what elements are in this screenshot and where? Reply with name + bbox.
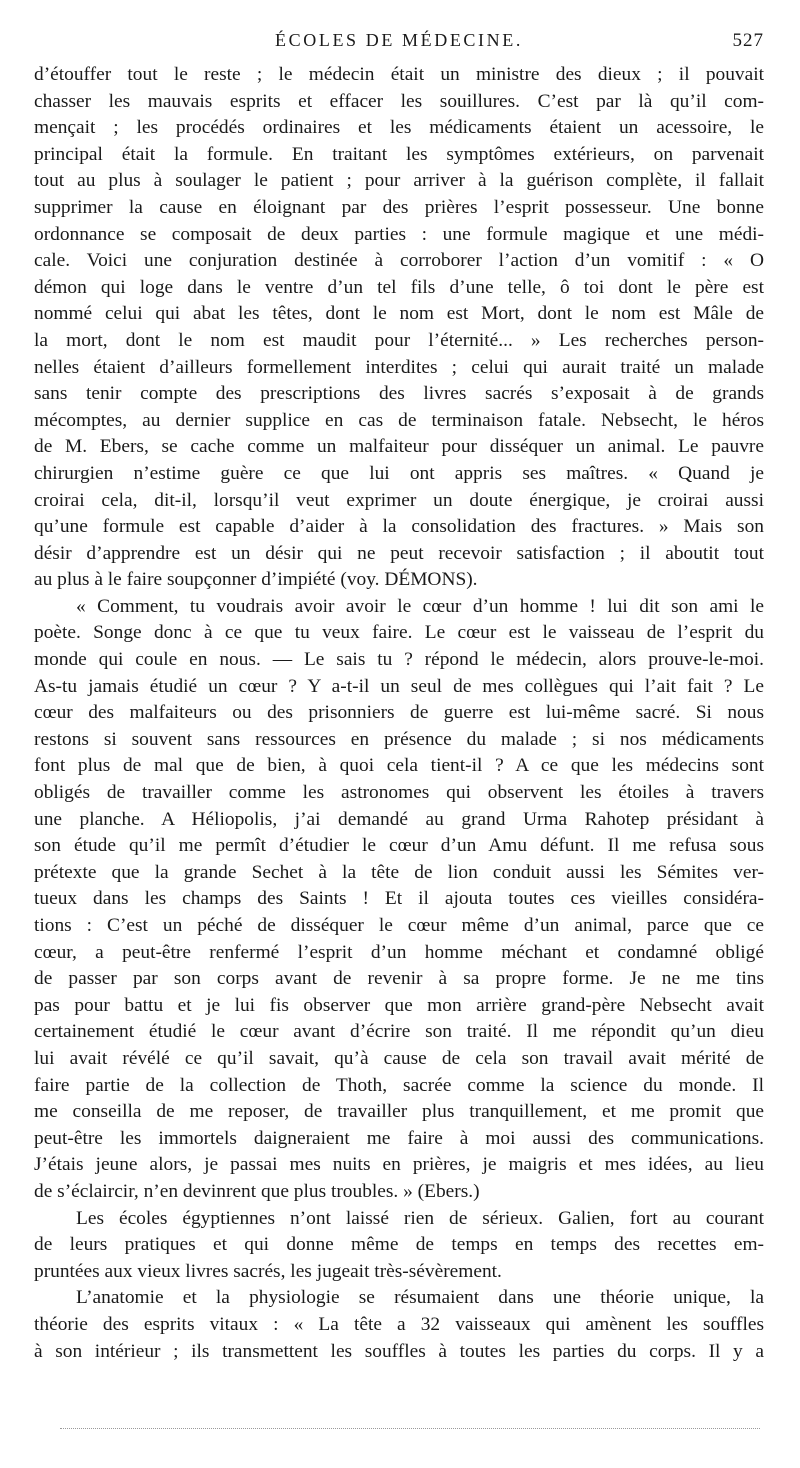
text-line: faire partie de la collection de Thoth, sacrée comme la science du monde. Il	[34, 1074, 764, 1096]
text-line: sans tenir compte des prescriptions des livres sacrés s’exposait à de grands	[34, 383, 764, 405]
text-line: Les écoles égyptiennes n’ont laissé rien de sérieux. Galien, fort au courant	[76, 1207, 764, 1229]
text-line: cale. Voici une conjuration destinée à corroborer l’action d’un vomitif : « O	[34, 250, 764, 272]
text-line: chasser les mauvais esprits et effacer les souillures. C’est par là qu’il com-	[34, 90, 764, 112]
text-line: théorie des esprits vitaux : « La tête a 32 vaisseaux qui amènent les souffles	[34, 1313, 764, 1335]
text-line: la mort, dont le nom est maudit pour l’éternité... » Les recherches person-	[34, 329, 764, 351]
text-line: monde qui coule en nous. — Le sais tu ? répond le médecin, alors prouve-le-moi.	[34, 649, 764, 671]
text-line: font plus de mal que de bien, à quoi cela tient-il ? A ce que les médecins sont	[34, 755, 764, 777]
text-line: une planche. A Héliopolis, j’ai demandé au grand Urma Rahotep présidant à	[34, 808, 764, 830]
text-line: tions : C’est un péché de disséquer le cœur même d’un animal, parce que ce	[34, 915, 764, 936]
text-line: tueux dans les champs des Saints ! Et il ajouta toutes ces vieilles considéra-	[34, 888, 764, 910]
text-line: restons si souvent sans ressources en présence du malade ; si nos médicaments	[34, 728, 764, 750]
text-line: me conseilla de me reposer, de travailler plus tranquillement, et me promit que	[34, 1101, 764, 1123]
text-line: qu’une formule est capable d’aider à la consolidation des fractures. » Mais son	[34, 516, 764, 538]
text-line: ordonnance se composait de deux parties : une formule magique et une médi-	[34, 223, 764, 245]
running-title: ÉCOLES DE MÉDECINE.	[275, 30, 523, 50]
text-line: chirurgien n’estime guère ce que lui ont appris ses maîtres. « Quand je	[34, 462, 764, 484]
text-line: lui avait révélé ce qu’il savait, qu’à cause de cela son travail avait mérité de	[34, 1047, 764, 1069]
footer-dotted-rule	[60, 1428, 760, 1429]
text-line: de s’éclaircir, n’en devinrent que plus troubles. » (Ebers.)	[34, 1180, 480, 1202]
text-line: de M. Ebers, se cache comme un malfaiteur pour disséquer un animal. Le pauvre	[34, 436, 764, 458]
text-line: cœur des malfaiteurs ou des prisonniers de guerre est lui-même sacré. Si nous	[34, 702, 764, 724]
text-line: mençait ; les procédés ordinaires et les médicaments étaient un acessoire, le	[34, 117, 764, 139]
text-line: J’étais jeune alors, je passai mes nuits en prières, je maigris et mes idées, au lieu	[34, 1154, 764, 1176]
text-line: nommé celui qui abat les têtes, dont le nom est Mort, dont le nom est Mâle de	[34, 303, 764, 325]
text-line: tout au plus à soulager le patient ; pour arriver à la guérison complète, il fallait	[34, 170, 764, 192]
page-number: 527	[732, 30, 764, 51]
text-line: nelles étaient d’ailleurs formellement interdites ; celui qui aurait traité un malade	[34, 356, 764, 378]
text-line: prétexte que la grande Sechet à la tête de lion conduit aussi les Sémites ver-	[34, 861, 764, 883]
text-line: cœur, a peut-être renfermé l’esprit d’un homme méchant et condamné obligé	[34, 941, 764, 963]
text-line: L’anatomie et la physiologie se résumaient dans une théorie unique, la	[76, 1287, 764, 1309]
text-line: à son intérieur ; ils transmettent les souffles à toutes les parties du corps. Il y a	[34, 1340, 764, 1362]
text-line: poète. Songe donc à ce que tu veux faire. Le cœur est le vaisseau de l’esprit du	[34, 622, 764, 644]
text-line: « Comment, tu voudrais avoir avoir le cœur d’un homme ! lui dit son ami le	[76, 595, 764, 617]
text-line: peut-être les immortels daigneraient me faire à moi aussi des communications.	[34, 1127, 764, 1149]
text-line: au plus à le faire soupçonner d’impiété (voy. DÉMONS).	[34, 569, 478, 591]
text-line: pas pour battu et je lui fis observer que mon arrière grand-père Nebsecht avait	[34, 994, 764, 1016]
text-line: certainement étudié le cœur avant d’écrire son traité. Il me répondit qu’un dieu	[34, 1021, 764, 1043]
text-line: démon qui loge dans le ventre d’un tel fils d’une telle, ô toi dont le père est	[34, 276, 764, 298]
text-line: croirai cela, dit-il, lorsqu’il veut exprimer un doute énergique, je croirai aussi	[34, 489, 764, 511]
text-line: désir d’apprendre est un désir qui ne peut recevoir satisfaction ; il aboutit tout	[34, 542, 764, 564]
running-head	[34, 30, 764, 54]
text-line: pruntées aux vieux livres sacrés, les jugeait très-sévèrement.	[34, 1260, 502, 1282]
text-line: de leurs pratiques et qui donne même de temps en temps des recettes em-	[34, 1234, 764, 1256]
text-line: son étude qu’il me permît d’étudier le cœur d’un Amu défunt. Il me refusa sous	[34, 835, 764, 857]
text-line: As-tu jamais étudié un cœur ? Y a-t-il un seul de mes collègues qui l’ait fait ? Le	[34, 675, 764, 697]
text-line: obligés de travailler comme les astronomes qui observent les étoiles à travers	[34, 782, 764, 804]
text-line: mécomptes, au dernier supplice en cas de terminaison fatale. Nebsecht, le héros	[34, 409, 764, 431]
text-line: de passer par son corps avant de revenir à sa propre forme. Je ne me tins	[34, 968, 764, 990]
body-text	[34, 62, 764, 1365]
text-line: supprimer la cause en éloignant par des prières l’esprit possesseur. Une bonne	[34, 196, 764, 218]
text-line: principal était la formule. En traitant les symptômes extérieurs, on parvenait	[34, 143, 764, 165]
text-line: d’étouffer tout le reste ; le médecin était un ministre des dieux ; il pouvait	[34, 64, 764, 85]
